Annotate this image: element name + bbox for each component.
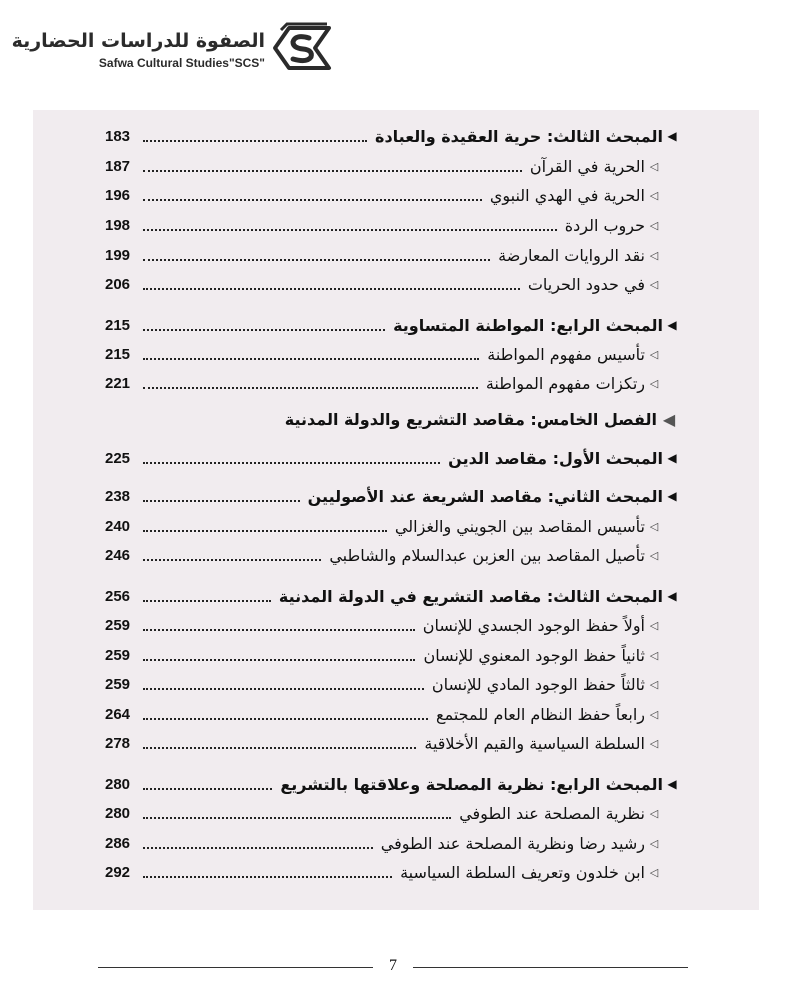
- page-number: 7: [389, 957, 397, 974]
- toc-entry-title: أولاً حفظ الوجود الجسدي للإنسان: [422, 615, 645, 635]
- toc-page-number: 278: [105, 734, 131, 752]
- toc-entry-title: نقد الروايات المعارضة: [498, 245, 645, 265]
- toc-subsection-entry[interactable]: [105, 829, 663, 857]
- toc-page-number: 280: [105, 804, 131, 822]
- toc-subsection-entry[interactable]: [105, 241, 663, 269]
- footer-rule-right: [413, 967, 688, 968]
- section-triangle-icon: ◀: [667, 589, 677, 603]
- dot-leader: [143, 530, 387, 532]
- dot-leader: [143, 140, 367, 142]
- dot-leader: [143, 876, 392, 878]
- toc-page-number: 215: [105, 345, 131, 363]
- subsection-triangle-icon: ◁: [649, 248, 659, 262]
- dot-leader: [143, 199, 482, 201]
- toc-subsection-entry[interactable]: [105, 799, 663, 827]
- toc-subsection-entry[interactable]: [105, 611, 663, 639]
- section-triangle-icon: ◀: [667, 777, 677, 791]
- subsection-triangle-icon: ◁: [649, 519, 659, 533]
- dot-leader: [143, 788, 272, 790]
- toc-entry-title: المبحث الأول: مقاصد الدين: [448, 448, 663, 468]
- toc-entry-title: المبحث الثالث: مقاصد التشريع في الدولة المدنية: [278, 586, 663, 606]
- toc-subsection-entry[interactable]: [105, 858, 663, 886]
- subsection-triangle-icon: ◁: [649, 707, 659, 721]
- chapter-title: الفصل الخامس: مقاصد التشريع والدولة المدنية: [284, 409, 657, 429]
- toc-subsection-entry[interactable]: [105, 729, 663, 757]
- dot-leader: [143, 847, 373, 849]
- toc-subsection-entry[interactable]: [105, 211, 663, 239]
- toc-entry-title: رشيد رضا ونظرية المصلحة عند الطوفي: [380, 833, 645, 853]
- toc-page-number: 256: [105, 587, 131, 605]
- toc-section-entry[interactable]: [105, 444, 681, 472]
- footer-rule-left: [98, 967, 373, 968]
- toc-page-number: 259: [105, 646, 131, 664]
- dot-leader: [143, 817, 451, 819]
- toc-page-number: 215: [105, 316, 131, 334]
- publisher-english-name: Safwa Cultural Studies"SCS": [98, 56, 265, 70]
- subsection-triangle-icon: ◁: [649, 188, 659, 202]
- dot-leader: [143, 718, 428, 720]
- toc-panel: [33, 110, 759, 910]
- toc-page-number: 221: [105, 374, 131, 392]
- publisher-header: [11, 18, 335, 78]
- toc-subsection-entry[interactable]: [105, 700, 663, 728]
- subsection-triangle-icon: ◁: [649, 736, 659, 750]
- toc-page-number: 199: [105, 246, 131, 264]
- toc-page-number: 259: [105, 675, 131, 693]
- toc-subsection-entry[interactable]: [105, 369, 663, 397]
- section-triangle-icon: ◀: [667, 489, 677, 503]
- toc-entry-title: ثالثاً حفظ الوجود المادي للإنسان: [431, 674, 645, 694]
- toc-entry-title: الحرية في الهدي النبوي: [489, 185, 645, 205]
- toc-page-number: 206: [105, 275, 131, 293]
- dot-leader: [143, 288, 520, 290]
- toc-page-number: 259: [105, 616, 131, 634]
- subsection-triangle-icon: ◁: [649, 376, 659, 390]
- dot-leader: [143, 462, 440, 464]
- toc-subsection-entry[interactable]: [105, 541, 663, 569]
- toc-page-number: 280: [105, 775, 131, 793]
- toc-entry-title: حروب الردة: [564, 215, 645, 235]
- toc-entry-title: تأسيس مفهوم المواطنة: [487, 344, 645, 364]
- toc-subsection-entry[interactable]: [105, 152, 663, 180]
- toc-entry-title: ابن خلدون وتعريف السلطة السياسية: [400, 862, 645, 882]
- toc-entry-title: تأسيس المقاصد بين الجويني والغزالي: [394, 516, 645, 536]
- toc-page-number: 240: [105, 517, 131, 535]
- subsection-triangle-icon: ◁: [649, 618, 659, 632]
- page-footer: [98, 955, 688, 979]
- toc-page-number: 238: [105, 487, 131, 505]
- subsection-triangle-icon: ◁: [649, 277, 659, 291]
- toc-entry-title: في حدود الحريات: [527, 274, 645, 294]
- toc-entry-title: المبحث الثالث: حرية العقيدة والعبادة: [375, 126, 663, 146]
- dot-leader: [143, 170, 522, 172]
- toc-section-entry[interactable]: [105, 582, 681, 610]
- toc-entry-title: نظرية المصلحة عند الطوفي: [459, 803, 645, 823]
- toc-section-entry[interactable]: [105, 482, 681, 510]
- toc-page-number: 198: [105, 216, 131, 234]
- dot-leader: [143, 329, 385, 331]
- toc-chapter-heading: [285, 404, 681, 434]
- dot-leader: [143, 629, 415, 631]
- dot-leader: [143, 500, 300, 502]
- subsection-triangle-icon: ◁: [649, 865, 659, 879]
- dot-leader: [143, 387, 478, 389]
- toc-entry-title: السلطة السياسية والقيم الأخلاقية: [424, 733, 645, 753]
- toc-subsection-entry[interactable]: [105, 512, 663, 540]
- toc-page-number: 225: [105, 449, 131, 467]
- toc-subsection-entry[interactable]: [105, 340, 663, 368]
- table-of-contents: [33, 110, 759, 910]
- toc-page-number: 183: [105, 127, 131, 145]
- toc-entry-title: المبحث الرابع: المواطنة المتساوية: [393, 315, 663, 335]
- toc-page-number: 264: [105, 705, 131, 723]
- toc-subsection-entry[interactable]: [105, 270, 663, 298]
- scs-logo-icon: [269, 20, 335, 76]
- toc-subsection-entry[interactable]: [105, 641, 663, 669]
- chapter-triangle-icon: ◀: [662, 409, 676, 429]
- dot-leader: [143, 358, 479, 360]
- dot-leader: [143, 229, 557, 231]
- toc-page-number: 196: [105, 186, 131, 204]
- dot-leader: [143, 659, 415, 661]
- toc-subsection-entry[interactable]: [105, 670, 663, 698]
- toc-entry-title: تأصيل المقاصد بين العزبن عبدالسلام والشاطبي: [329, 545, 645, 565]
- toc-section-entry[interactable]: [105, 311, 681, 339]
- dot-leader: [143, 600, 271, 602]
- subsection-triangle-icon: ◁: [649, 548, 659, 562]
- publisher-arabic-name: الصفوة للدراسات الحضارية: [11, 30, 265, 52]
- toc-entry-title: المبحث الثاني: مقاصد الشريعة عند الأصوليين: [307, 486, 663, 506]
- toc-entry-title: الحرية في القرآن: [529, 156, 645, 176]
- toc-section-entry[interactable]: [105, 122, 681, 150]
- section-triangle-icon: ◀: [667, 129, 677, 143]
- dot-leader: [143, 559, 321, 561]
- section-triangle-icon: ◀: [667, 451, 677, 465]
- subsection-triangle-icon: ◁: [649, 648, 659, 662]
- toc-page-number: 292: [105, 863, 131, 881]
- toc-subsection-entry[interactable]: [105, 181, 663, 209]
- toc-entry-title: رابعاً حفظ النظام العام للمجتمع: [436, 704, 645, 724]
- dot-leader: [143, 259, 490, 261]
- subsection-triangle-icon: ◁: [649, 836, 659, 850]
- toc-page-number: 187: [105, 157, 131, 175]
- subsection-triangle-icon: ◁: [649, 347, 659, 361]
- subsection-triangle-icon: ◁: [649, 677, 659, 691]
- subsection-triangle-icon: ◁: [649, 159, 659, 173]
- toc-page-number: 246: [105, 546, 131, 564]
- toc-page-number: 286: [105, 834, 131, 852]
- dot-leader: [143, 688, 424, 690]
- toc-entry-title: ثانياً حفظ الوجود المعنوي للإنسان: [423, 645, 645, 665]
- toc-entry-title: المبحث الرابع: نظرية المصلحة وعلاقتها بالتشريع: [280, 774, 663, 794]
- toc-section-entry[interactable]: [105, 770, 681, 798]
- toc-entry-title: رتكزات مفهوم المواطنة: [485, 373, 645, 393]
- dot-leader: [143, 747, 416, 749]
- section-triangle-icon: ◀: [667, 318, 677, 332]
- subsection-triangle-icon: ◁: [649, 218, 659, 232]
- subsection-triangle-icon: ◁: [649, 806, 659, 820]
